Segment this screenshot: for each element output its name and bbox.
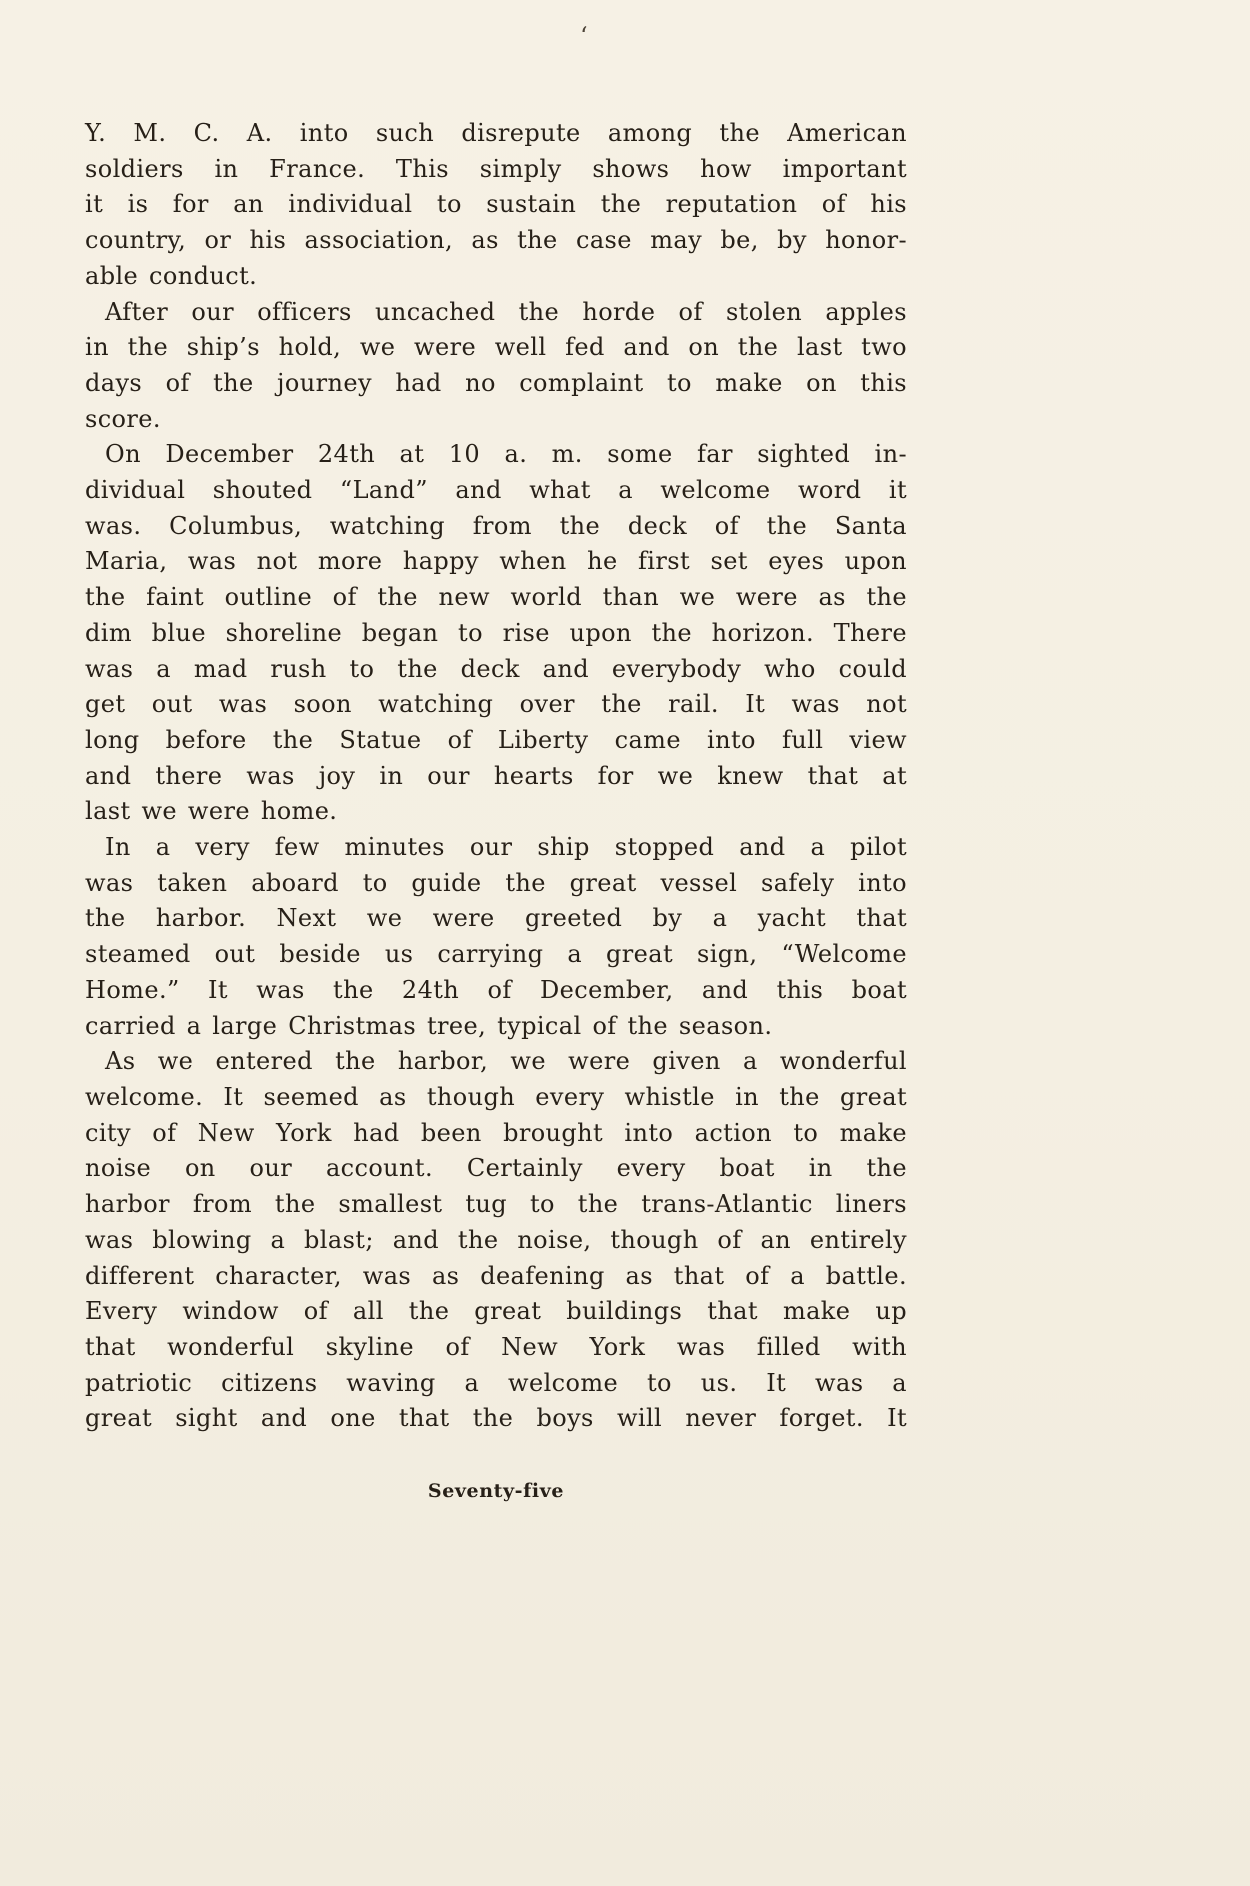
text-line: was. Columbus, watching from the deck of the Santa <box>85 511 907 540</box>
text-line: Home.” It was the 24th of December, and this boat <box>85 975 907 1004</box>
text-line: noise on our account. Certainly every boat in the <box>85 1154 907 1183</box>
text-line: score. <box>85 404 161 433</box>
text-line: was a mad rush to the deck and everybody who could <box>85 654 907 683</box>
text-line: After our officers uncached the horde of stolen apples <box>105 297 907 326</box>
text-line: patriotic citizens waving a welcome to us. It was a <box>85 1368 907 1397</box>
text-line: great sight and one that the boys will never forget. It <box>85 1404 907 1433</box>
text-line: the harbor. Next we were greeted by a yacht that <box>85 904 907 933</box>
page-text <box>85 116 907 1437</box>
text-line: it is for an individual to sustain the reputation of his <box>85 190 907 219</box>
text-line: was blowing a blast; and the noise, though of an entirely <box>85 1225 907 1254</box>
text-line: Every window of all the great buildings that make up <box>85 1297 907 1326</box>
text-line: In a very few minutes our ship stopped and a pilot <box>105 833 907 862</box>
text-line: country, or his association, as the case may be, by honor- <box>85 226 907 255</box>
text-line: in the ship’s hold, we were well fed and on the last two <box>85 333 907 362</box>
paragraph <box>85 116 907 295</box>
text-line: Maria, was not more happy when he first set eyes upon <box>85 547 907 576</box>
text-line: dividual shouted “Land” and what a welcome word it <box>85 476 907 505</box>
text-line: city of New York had been brought into action to make <box>85 1118 907 1147</box>
text-line: Y. M. C. A. into such disrepute among the American <box>85 119 907 147</box>
text-line: soldiers in France. This simply shows how important <box>85 154 907 183</box>
text-line: and there was joy in our hearts for we knew that at <box>85 761 907 790</box>
page-number: Seventy-five <box>427 1480 565 1502</box>
text-line: was taken aboard to guide the great vessel safely into <box>85 868 907 897</box>
text-line: As we entered the harbor, we were given a wonderful <box>105 1047 907 1076</box>
paragraph <box>85 437 907 830</box>
text-line: harbor from the smallest tug to the trans-Atlantic liners <box>85 1190 907 1219</box>
text-line: able conduct. <box>85 261 258 290</box>
text-line: get out was soon watching over the rail. It was not <box>85 690 907 719</box>
text-line: On December 24th at 10 a. m. some far sighted in- <box>105 440 907 469</box>
text-line: welcome. It seemed as though every whistle in the great <box>85 1082 907 1111</box>
text-line: the faint outline of the new world than we were as the <box>85 583 907 612</box>
text-line: dim blue shoreline began to rise upon the horizon. There <box>85 618 907 647</box>
text-line: that wonderful skyline of New York was filled with <box>85 1332 907 1361</box>
paragraph <box>85 295 907 438</box>
text-line: days of the journey had no complaint to make on this <box>85 368 907 397</box>
text-line: steamed out beside us carrying a great sign, “Welcome <box>85 940 907 969</box>
scan-artifact-mark: ‘ <box>580 22 588 50</box>
paragraph <box>85 830 907 1044</box>
text-line: last we were home. <box>85 797 338 826</box>
text-line: long before the Statue of Liberty came into full view <box>85 725 907 754</box>
text-line: different character, was as deafening as that of a battle. <box>85 1261 907 1290</box>
paragraph <box>85 1044 907 1437</box>
text-line: carried a large Christmas tree, typical of the season. <box>85 1011 773 1040</box>
